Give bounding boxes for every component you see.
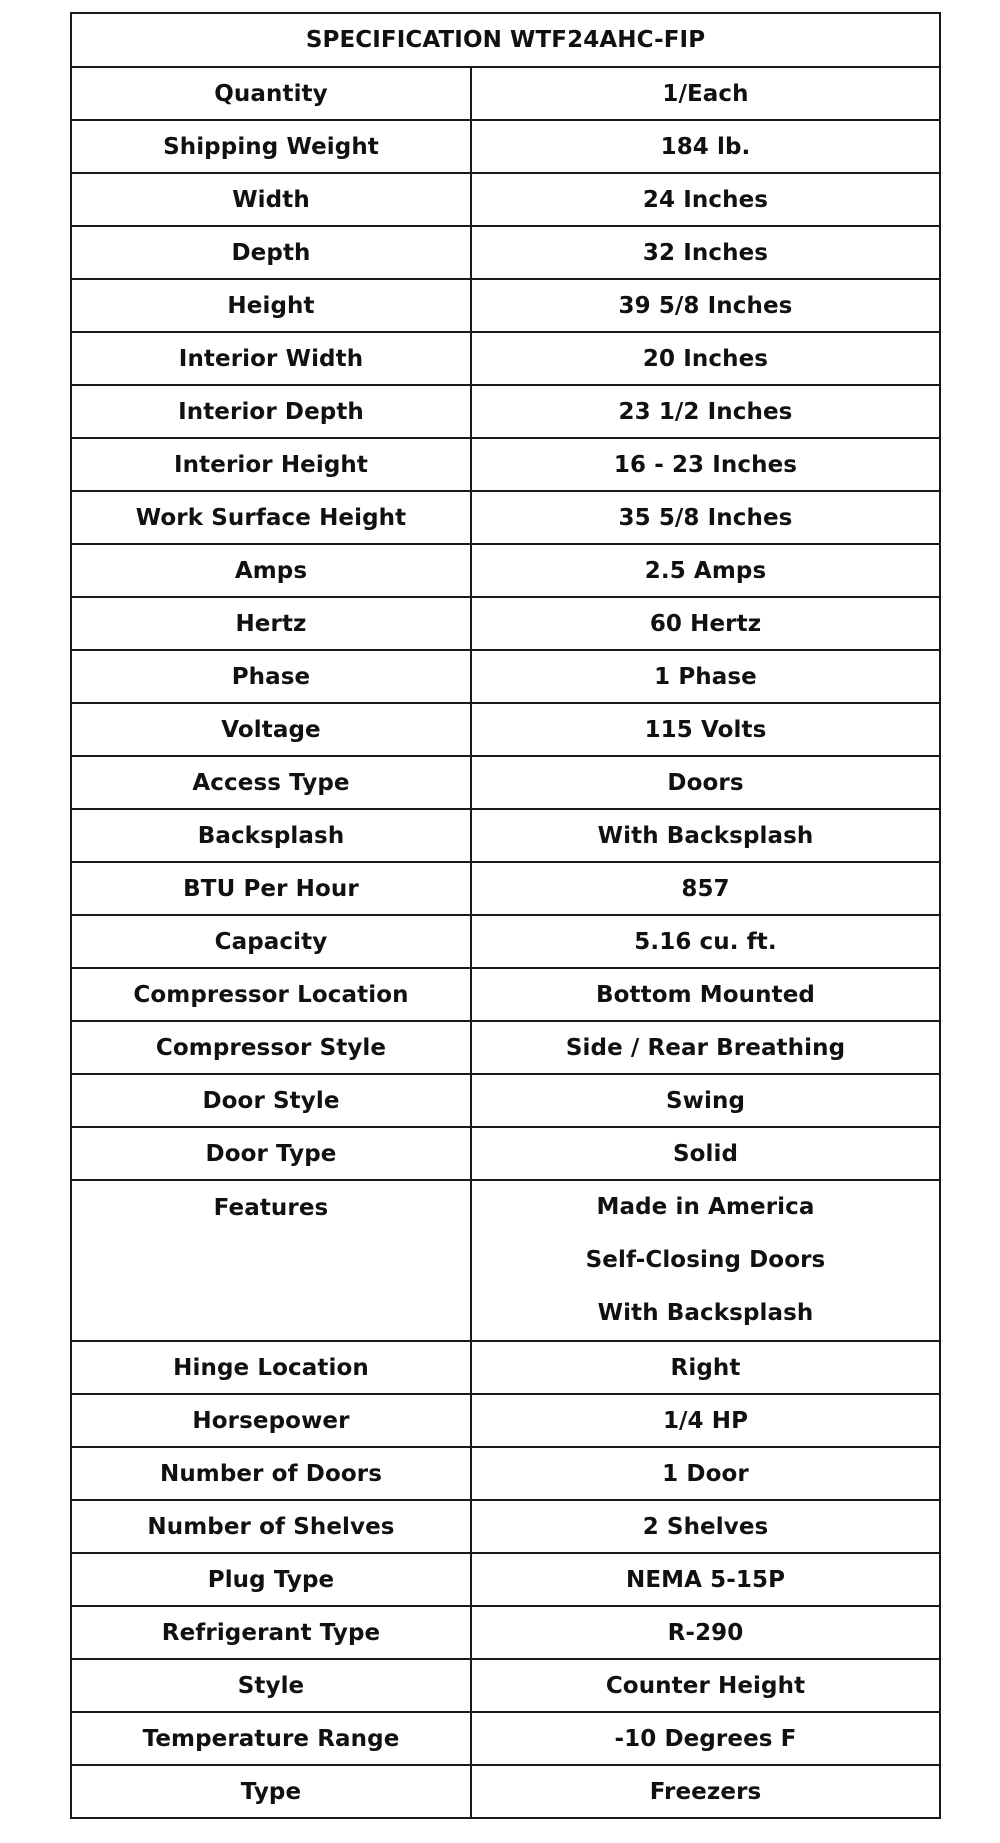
spec-label: Refrigerant Type <box>71 1606 471 1659</box>
table-row <box>71 491 940 544</box>
spec-value-line: With Backsplash <box>597 1300 814 1326</box>
spec-value: 1 Phase <box>471 650 940 703</box>
spec-value: -10 Degrees F <box>471 1712 940 1765</box>
table-row <box>71 703 940 756</box>
spec-label: BTU Per Hour <box>71 862 471 915</box>
table-row <box>71 1180 940 1341</box>
spec-label: Style <box>71 1659 471 1712</box>
spec-label: Height <box>71 279 471 332</box>
table-row <box>71 1553 940 1606</box>
spec-value: 23 1/2 Inches <box>471 385 940 438</box>
spec-value: 5.16 cu. ft. <box>471 915 940 968</box>
spec-value: Bottom Mounted <box>471 968 940 1021</box>
table-row <box>71 1341 940 1394</box>
spec-label: Horsepower <box>71 1394 471 1447</box>
spec-label: Interior Depth <box>71 385 471 438</box>
table-title: SPECIFICATION WTF24AHC-FIP <box>71 13 940 67</box>
spec-label: Compressor Location <box>71 968 471 1021</box>
table-row <box>71 650 940 703</box>
table-row <box>71 1606 940 1659</box>
spec-label: Type <box>71 1765 471 1818</box>
spec-value: 16 - 23 Inches <box>471 438 940 491</box>
spec-label: Door Type <box>71 1127 471 1180</box>
spec-value <box>471 1180 940 1341</box>
spec-value: Swing <box>471 1074 940 1127</box>
table-row <box>71 173 940 226</box>
table-row <box>71 1394 940 1447</box>
spec-value: 60 Hertz <box>471 597 940 650</box>
spec-value: R-290 <box>471 1606 940 1659</box>
spec-value: 857 <box>471 862 940 915</box>
specification-table-body <box>71 13 940 1818</box>
spec-value: Doors <box>471 756 940 809</box>
spec-label: Number of Shelves <box>71 1500 471 1553</box>
spec-value: 184 lb. <box>471 120 940 173</box>
spec-label: Number of Doors <box>71 1447 471 1500</box>
spec-label: Interior Height <box>71 438 471 491</box>
table-row <box>71 438 940 491</box>
spec-label: Capacity <box>71 915 471 968</box>
spec-value-line: Self-Closing Doors <box>585 1247 826 1273</box>
spec-value: 1 Door <box>471 1447 940 1500</box>
spec-label: Features <box>71 1180 471 1341</box>
table-row <box>71 120 940 173</box>
spec-label: Backsplash <box>71 809 471 862</box>
table-row <box>71 1765 940 1818</box>
specification-table <box>70 12 941 1819</box>
spec-value: 24 Inches <box>471 173 940 226</box>
spec-label: Temperature Range <box>71 1712 471 1765</box>
table-row <box>71 1127 940 1180</box>
table-row <box>71 1447 940 1500</box>
spec-value: 115 Volts <box>471 703 940 756</box>
spec-value: Freezers <box>471 1765 940 1818</box>
spec-value-line: Made in America <box>596 1194 815 1220</box>
table-row <box>71 597 940 650</box>
spec-value: 1/4 HP <box>471 1394 940 1447</box>
table-row <box>71 279 940 332</box>
table-row <box>71 332 940 385</box>
spec-value: Side / Rear Breathing <box>471 1021 940 1074</box>
table-row <box>71 1712 940 1765</box>
table-row <box>71 862 940 915</box>
spec-value: 32 Inches <box>471 226 940 279</box>
spec-label: Hinge Location <box>71 1341 471 1394</box>
table-title-row <box>71 13 940 67</box>
spec-value: 20 Inches <box>471 332 940 385</box>
spec-label: Width <box>71 173 471 226</box>
spec-label: Access Type <box>71 756 471 809</box>
table-row <box>71 67 940 120</box>
table-row <box>71 544 940 597</box>
table-row <box>71 968 940 1021</box>
spec-label: Plug Type <box>71 1553 471 1606</box>
spec-value: With Backsplash <box>471 809 940 862</box>
table-row <box>71 915 940 968</box>
table-row <box>71 385 940 438</box>
table-row <box>71 1659 940 1712</box>
spec-value: 2 Shelves <box>471 1500 940 1553</box>
spec-label: Work Surface Height <box>71 491 471 544</box>
spec-label: Interior Width <box>71 332 471 385</box>
table-row <box>71 756 940 809</box>
spec-value: 39 5/8 Inches <box>471 279 940 332</box>
table-row <box>71 809 940 862</box>
spec-value: Solid <box>471 1127 940 1180</box>
spec-value: 35 5/8 Inches <box>471 491 940 544</box>
spec-value: NEMA 5-15P <box>471 1553 940 1606</box>
spec-value: 1/Each <box>471 67 940 120</box>
spec-value: 2.5 Amps <box>471 544 940 597</box>
spec-label: Door Style <box>71 1074 471 1127</box>
table-row <box>71 1500 940 1553</box>
table-row <box>71 226 940 279</box>
table-row <box>71 1021 940 1074</box>
spec-label: Phase <box>71 650 471 703</box>
spec-value: Right <box>471 1341 940 1394</box>
spec-value: Counter Height <box>471 1659 940 1712</box>
spec-label: Compressor Style <box>71 1021 471 1074</box>
spec-label: Voltage <box>71 703 471 756</box>
spec-label: Depth <box>71 226 471 279</box>
spec-label: Quantity <box>71 67 471 120</box>
spec-label: Shipping Weight <box>71 120 471 173</box>
table-row <box>71 1074 940 1127</box>
spec-label: Amps <box>71 544 471 597</box>
spec-label: Hertz <box>71 597 471 650</box>
